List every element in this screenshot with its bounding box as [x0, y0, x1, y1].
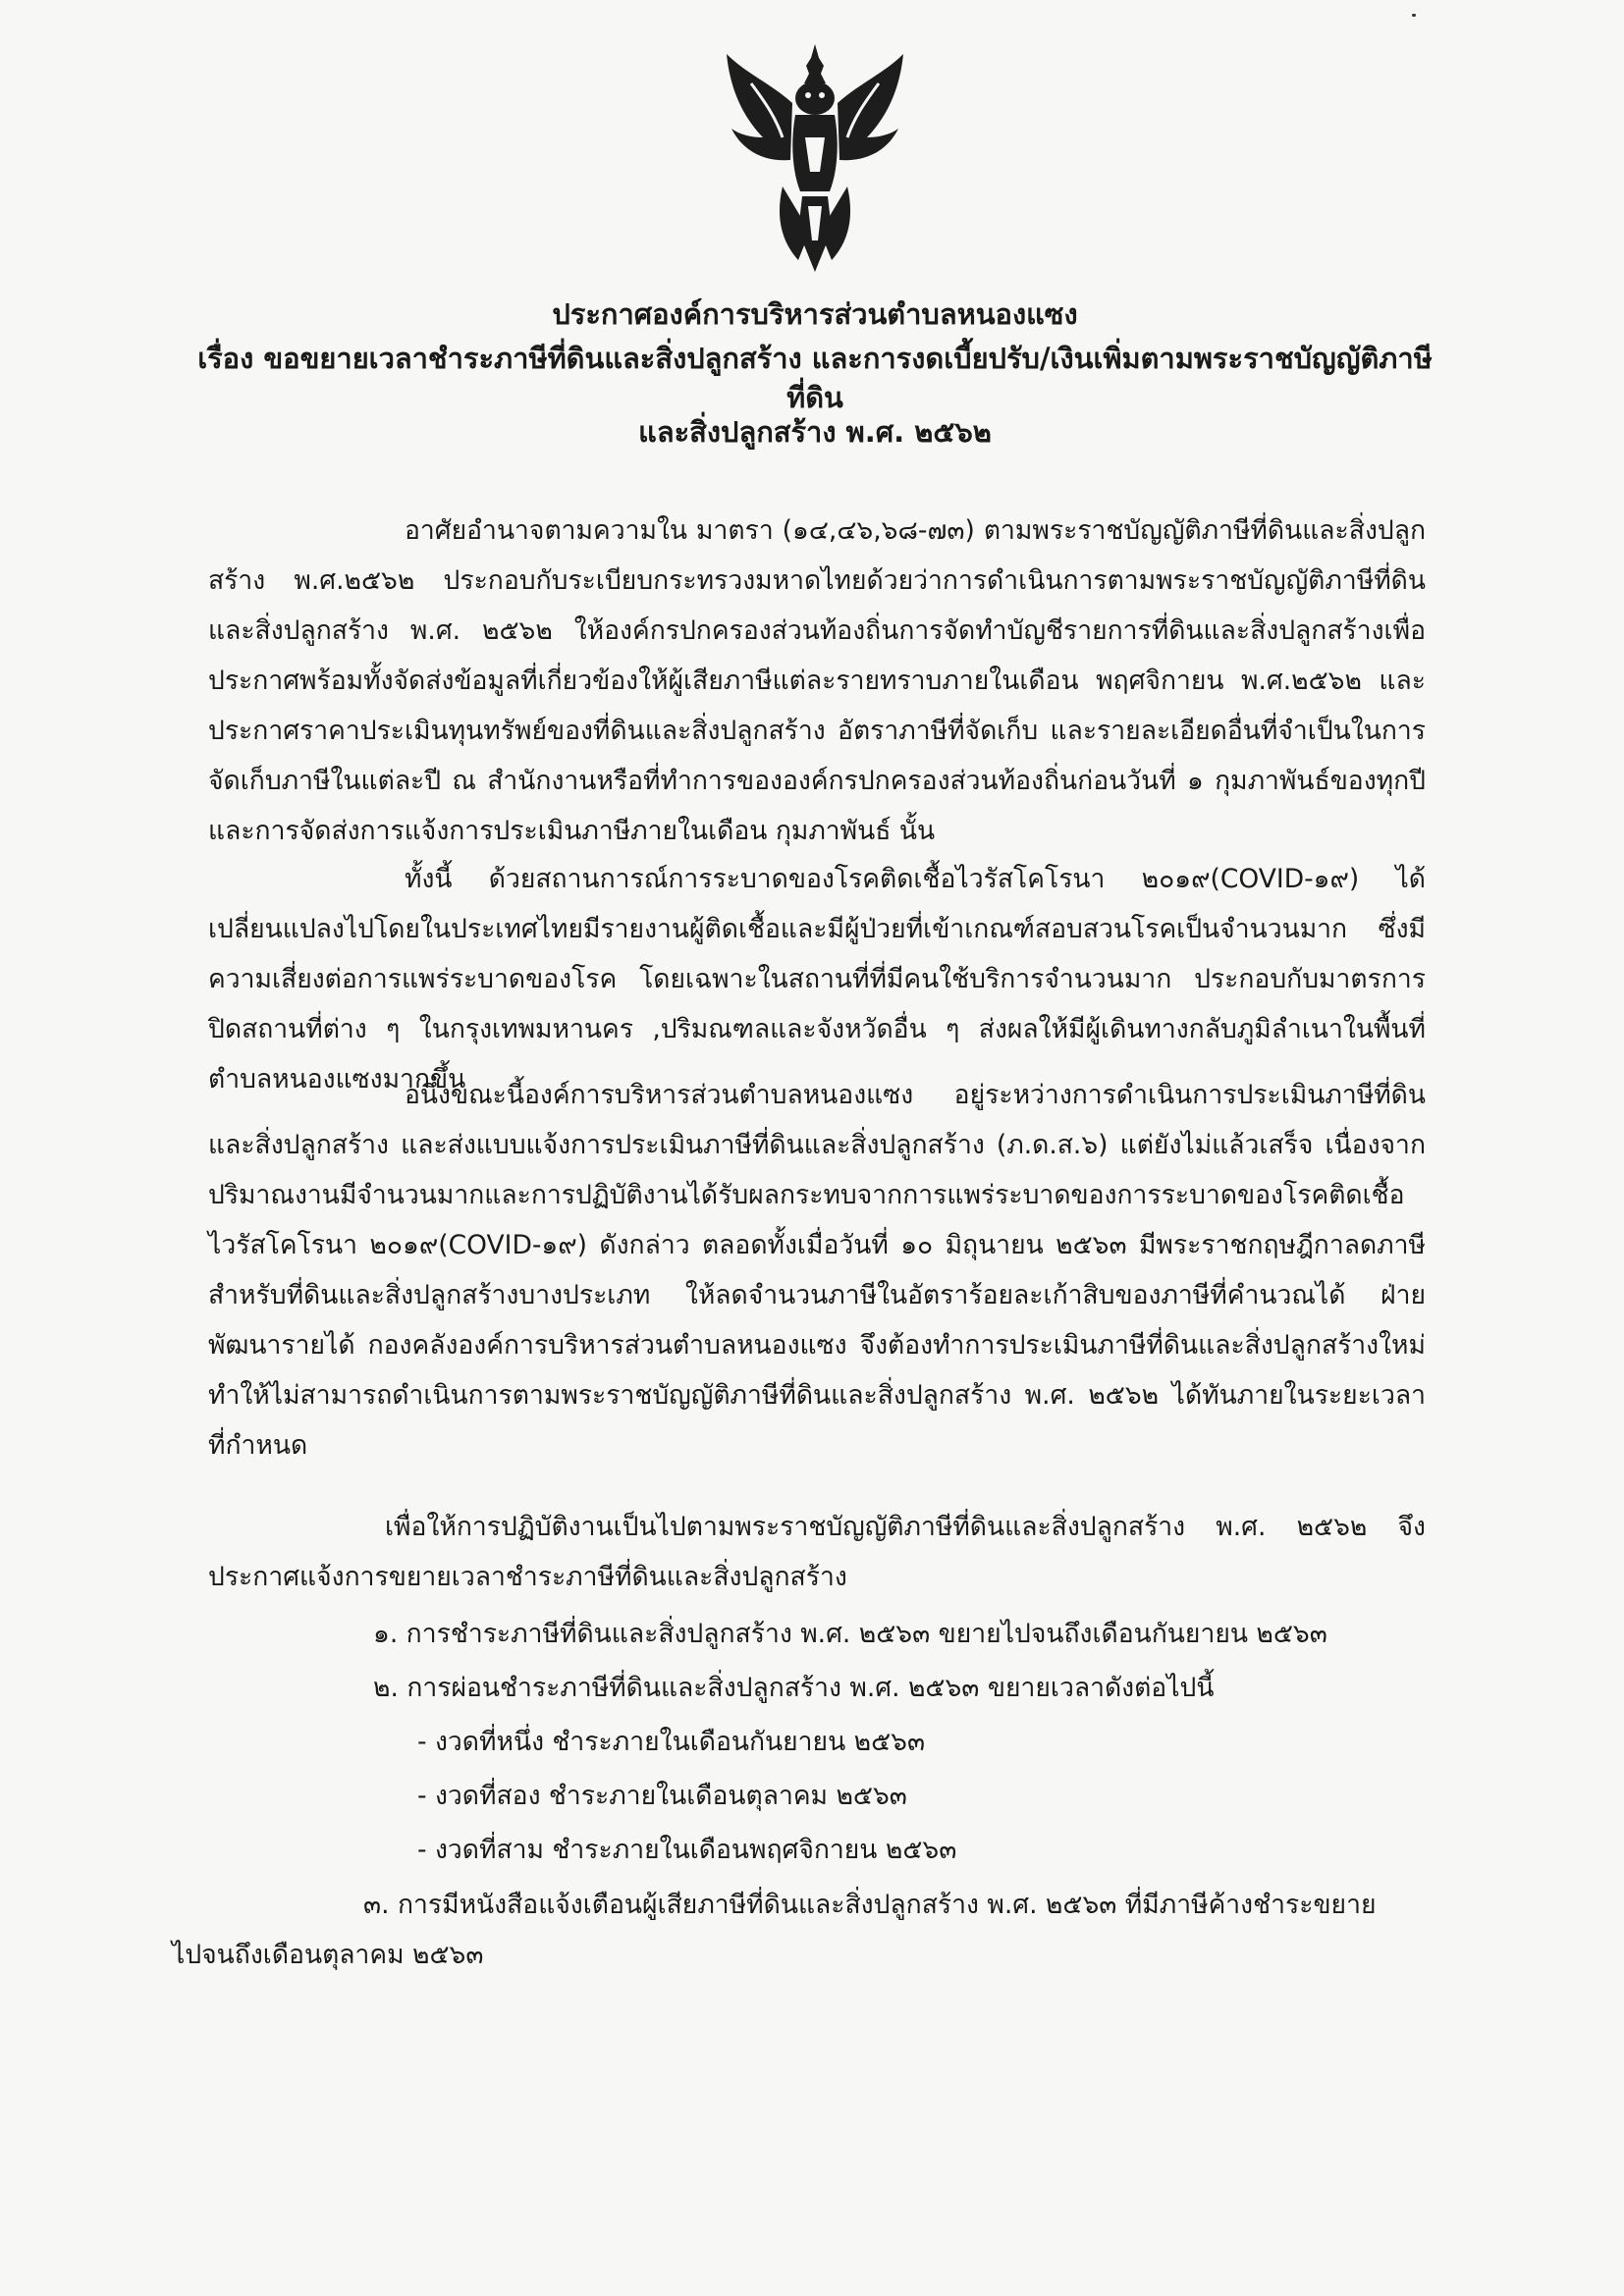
paragraph-covid-situation: ทั้งนี้ ด้วยสถานการณ์การระบาดของโรคติดเชื้อไวรัสโคโรนา ๒๐๑๙(COVID-๑๙) ได้เปลี่ยนแปลงไปโดยในประเทศไทยมีรายงานผู้ติดเชื้อและมีผู้ป่วยที่เข้าเกณฑ์สอบสวนโรคเป็นจำนวนมาก ซึ่งมีความเสี่ยงต่อการแพร่ระบาดของโรค โดยเฉพาะในสถานที่ที่มีคนใช้บริการจำนวนมาก ประกอบกับมาตรการปิดสถานที่ต่าง ๆ ในกรุงเทพมหานคร ,ปริมณฑลและจังหวัดอื่น ๆ ส่งผลให้มีผู้เดินทางกลับภูมิลำเนาในพื้นที่ตำบลหนองแซงมากขึ้น	[208, 864, 1426, 1095]
paragraph-assessment-delay: อนึ่งขณะนี้องค์การบริหารส่วนตำบลหนองแซง อยู่ระหว่างการดำเนินการประเมินภาษีที่ดินและสิ่งปลูกสร้าง และส่งแบบแจ้งการประเมินภาษีที่ดินและสิ่งปลูกสร้าง (ภ.ด.ส.๖) แต่ยังไม่แล้วเสร็จ เนื่องจากปริมาณงานมีจำนวนมากและการปฏิบัติงานได้รับผลกระทบจากการแพร่ระบาดของการระบาดของโรคติดเชื้อไวรัสโคโรนา ๒๐๑๙(COVID-๑๙) ดังกล่าว ตลอดทั้งเมื่อวันที่ ๑๐ มิถุนายน ๒๕๖๓ มีพระราชกฤษฎีกาลดภาษีสำหรับที่ดินและสิ่งปลูกสร้างบางประเภท ให้ลดจำนวนภาษีในอัตราร้อยละเก้าสิบของภาษีที่คำนวณได้ ฝ่ายพัฒนารายได้ กองคลังองค์การบริหารส่วนตำบลหนองแซง จึงต้องทำการประเมินภาษีที่ดินและสิ่งปลูกสร้างใหม่ทำให้ไม่สามารถดำเนินการตามพระราชบัญญัติภาษีที่ดินและสิ่งปลูกสร้าง พ.ศ. ๒๕๖๒ ได้ทันภายในระยะเวลาที่กำหนด	[208, 1080, 1426, 1461]
notice-subject-line-2: และสิ่งปลูกสร้าง พ.ศ. ๒๕๖๒	[638, 415, 992, 449]
list-item-reminder-letter: ๓. การมีหนังสือแจ้งเตือนผู้เสียภาษีที่ดินและสิ่งปลูกสร้าง พ.ศ. ๒๕๖๓ ที่มีภาษีค้างชำระขยายไปจนถึงเดือนตุลาคม ๒๕๖๓	[172, 1890, 1377, 1970]
garuda-emblem-icon	[722, 44, 908, 275]
paragraph-authority: อาศัยอำนาจตามความใน มาตรา (๑๔,๔๖,๖๘-๗๓) ตามพระราชบัญญัติภาษีที่ดินและสิ่งปลูกสร้าง พ.ศ.๒๕๖๒ ประกอบกับระเบียบกระทรวงมหาดไทยด้วยว่าการดำเนินการตามพระราชบัญญัติภาษีที่ดินและสิ่งปลูกสร้าง พ.ศ. ๒๕๖๒ ให้องค์กรปกครองส่วนท้องถิ่นการจัดทำบัญชีรายการที่ดินและสิ่งปลูกสร้างเพื่อประกาศพร้อมทั้งจัดส่งข้อมูลที่เกี่ยวข้องให้ผู้เสียภาษีแต่ละรายทราบภายในเดือน พฤศจิกายน พ.ศ.๒๕๖๒ และประกาศราคาประเมินทุนทรัพย์ของที่ดินและสิ่งปลูกสร้าง อัตราภาษีที่จัดเก็บ และรายละเอียดอื่นที่จำเป็นในการจัดเก็บภาษีในแต่ละปี ณ สำนักงานหรือที่ทำการขององค์กรปกครองส่วนท้องถิ่นก่อนวันที่ ๑ กุมภาพันธ์ของทุกปี และการจัดส่งการแจ้งการประเมินภาษีภายในเดือน กุมภาพันธ์ นั้น	[208, 515, 1426, 846]
paragraph-announcement: เพื่อให้การปฏิบัติงานเป็นไปตามพระราชบัญญัติภาษีที่ดินและสิ่งปลูกสร้าง พ.ศ. ๒๕๖๒ จึงประกาศแจ้งการขยายเวลาชำระภาษีที่ดินและสิ่งปลูกสร้าง	[208, 1512, 1426, 1592]
scan-speck	[1412, 14, 1416, 17]
list-item-installments: ๒. การผ่อนชำระภาษีที่ดินและสิ่งปลูกสร้าง พ.ศ. ๒๕๖๓ ขยายเวลาดังต่อไปนี้	[373, 1673, 1215, 1703]
installment-third: - งวดที่สาม ชำระภายในเดือนพฤศจิกายน ๒๕๖๓	[417, 1835, 957, 1865]
notice-title: ประกาศองค์การบริหารส่วนตำบลหนองแซง	[552, 297, 1078, 331]
notice-subject-line-1: เรื่อง ขอขยายเวลาชำระภาษีที่ดินและสิ่งปลูกสร้าง และการงดเบี้ยปรับ/เงินเพิ่มตามพระราชบัญญัติภาษีที่ดิน	[197, 342, 1433, 414]
installment-second: - งวดที่สอง ชำระภายในเดือนตุลาคม ๒๕๖๓	[417, 1781, 907, 1811]
list-item-payment-extension: ๑. การชำระภาษีที่ดินและสิ่งปลูกสร้าง พ.ศ. ๒๕๖๓ ขยายไปจนถึงเดือนกันยายน ๒๕๖๓	[373, 1619, 1327, 1649]
installment-first: - งวดที่หนึ่ง ชำระภายในเดือนกันยายน ๒๕๖๓	[417, 1727, 926, 1757]
